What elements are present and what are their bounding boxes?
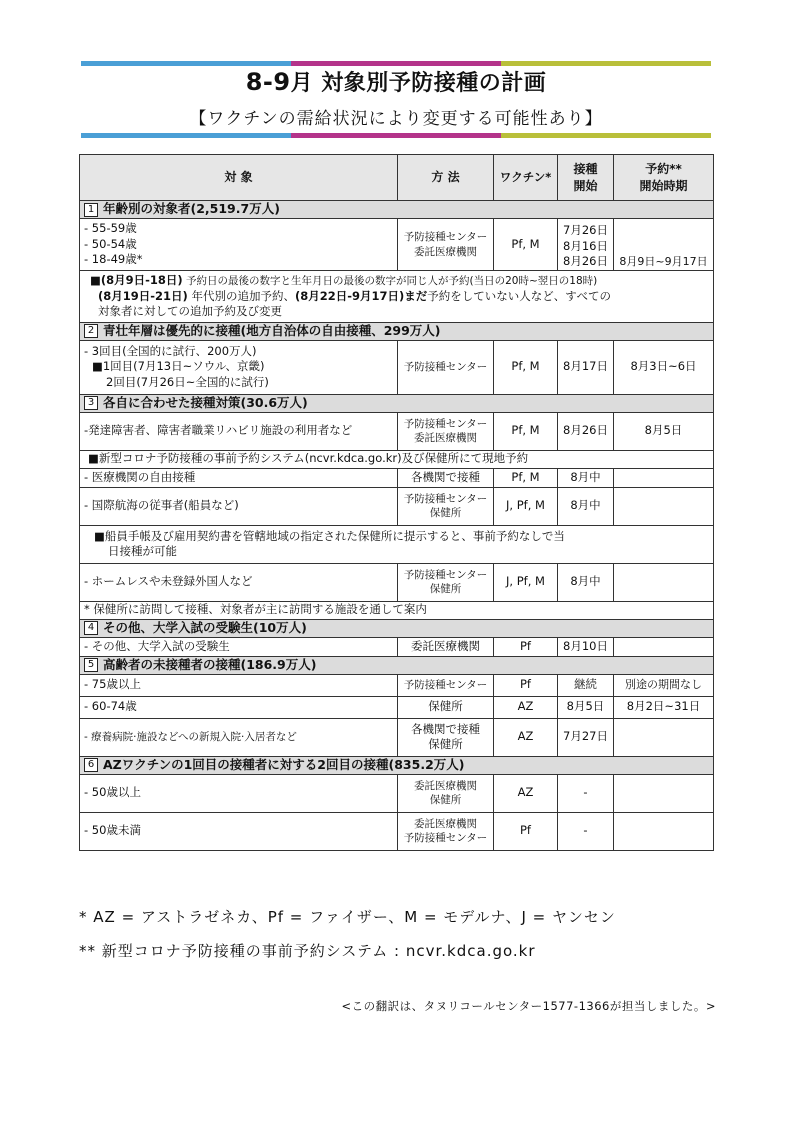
section-number-box: 2 [84, 324, 98, 338]
page-title: 8-9月 対象別予防接種の計画 [245, 68, 547, 96]
method-cell: 委託医療機関 予防接種センター [398, 812, 494, 850]
method-cell: 予防接種センター [398, 674, 494, 696]
reserve-cell [614, 774, 714, 812]
target-cell: -発達障害者、障害者職業リハビリ施設の利用者など [80, 412, 398, 450]
vaccination-plan-table [79, 154, 714, 851]
target-subline: ■1回目(7月13日~ソウル、京畿) [92, 359, 265, 374]
target-cell: - 50歳以上 [80, 774, 398, 812]
note-line: ■(8月9日-18日) 予約日の最後の数字と生年月日の最後の数字が同じ人が予約(当日の20時~翌日の18時) [90, 273, 598, 287]
start-cell: 8月10日 [558, 637, 614, 656]
target-cell: - その他、大学入試の受験生 [80, 637, 398, 656]
target-cell: - 国際航海の従事者(船員など) [80, 487, 398, 525]
bottom-color-stripe [81, 133, 711, 138]
header-target: 対 象 [80, 155, 398, 201]
vaccine-cell: J, Pf, M [494, 487, 558, 525]
note-line: (8月19日-21日) 年代別の追加予約、(8月22日-9月17日)まだ予約をしていない人など、すべての [98, 288, 612, 303]
vaccine-cell: Pf, M [494, 219, 558, 271]
target-cell: - 療養病院·施設などへの新規入院·入居者など [80, 718, 398, 756]
header-start: 接種 開始 [558, 155, 614, 201]
start-cell: - [558, 812, 614, 850]
note-line: 対象者に対しての追加予約及び変更 [98, 304, 282, 319]
start-cell: 7月27日 [558, 718, 614, 756]
section-label: 高齢者の未接種者の接種(186.9万人) [103, 656, 317, 672]
header-method: 方 法 [398, 155, 494, 201]
vaccine-cell: AZ [494, 696, 558, 718]
table-row [80, 487, 714, 525]
header-vaccine: ワクチン* [494, 155, 558, 201]
start-cell: 8月5日 [558, 696, 614, 718]
target-cell: - 75歳以上 [80, 674, 398, 696]
reserve-cell [614, 637, 714, 656]
header-reservation: 予約** 開始時期 [614, 155, 714, 201]
start-cell: 8月17日 [558, 340, 614, 394]
note-line: * 保健所に訪問して接種、対象者が主に訪問する施設を通して案内 [80, 601, 714, 619]
section-4-row [80, 619, 714, 637]
vaccine-cell: Pf [494, 812, 558, 850]
note-line: ■新型コロナ予防接種の事前予約システム(ncvr.kdca.go.kr)及び保健所にて現地予約 [80, 450, 714, 468]
table-row [80, 468, 714, 487]
vaccine-cell: AZ [494, 718, 558, 756]
reserve-cell: 8月3日~6日 [614, 340, 714, 394]
section-label: 青壮年層は優先的に接種(地方自治体の自由接種、299万人) [103, 322, 441, 338]
reserve-cell [614, 718, 714, 756]
vaccine-cell: J, Pf, M [494, 563, 558, 601]
reserve-cell: 8月9日~9月17日 [614, 219, 714, 271]
section-2-row [80, 322, 714, 340]
reserve-cell [614, 487, 714, 525]
note-row [80, 601, 714, 619]
note-line: ■船員手帳及び雇用契約書を管轄地域の指定された保健所に提示すると、事前予約なしで当 [94, 528, 565, 543]
note-row [80, 525, 714, 563]
method-cell: 予防接種センター 保健所 [398, 563, 494, 601]
table-row [80, 219, 714, 271]
start-cell: 8月中 [558, 468, 614, 487]
table-row [80, 718, 714, 756]
method-cell: 委託医療機関 保健所 [398, 774, 494, 812]
target-cell: - 55-59歳 - 50-54歳 - 18-49歳* [80, 219, 398, 271]
section-5-row [80, 656, 714, 674]
start-cell: 8月26日 [558, 412, 614, 450]
start-cell: 継続 [558, 674, 614, 696]
target-cell: - ホームレスや未登録外国人など [80, 563, 398, 601]
page-subtitle: 【ワクチンの需給状況により変更する可能性あり】 [189, 109, 603, 129]
method-cell: 予防接種センター 保健所 [398, 487, 494, 525]
reserve-cell: 8月2日~31日 [614, 696, 714, 718]
table-row [80, 637, 714, 656]
section-6-row [80, 756, 714, 774]
start-cell: 8月中 [558, 487, 614, 525]
start-cell: - [558, 774, 614, 812]
table-row [80, 812, 714, 850]
reserve-cell: 8月5日 [614, 412, 714, 450]
section-3-row [80, 394, 714, 412]
reserve-cell [614, 563, 714, 601]
table-row [80, 563, 714, 601]
method-cell: 予防接種センター [398, 340, 494, 394]
section-number-box: 1 [84, 203, 98, 217]
vaccine-cell: Pf, M [494, 340, 558, 394]
method-cell: 予防接種センター 委託医療機関 [398, 219, 494, 271]
reserve-cell [614, 468, 714, 487]
note-row [80, 271, 714, 323]
target-line: - 3回目(全国的に試行、200万人) [84, 343, 257, 358]
vaccine-cell: Pf [494, 637, 558, 656]
footnote-vaccine-abbreviations: * AZ = アストラゼネカ、Pf = ファイザー、M = モデルナ、J = ヤンセン [79, 908, 616, 926]
section-number-box: 5 [84, 658, 98, 672]
vaccine-cell: Pf, M [494, 412, 558, 450]
method-cell: 保健所 [398, 696, 494, 718]
start-cell: 8月中 [558, 563, 614, 601]
note-line: 日接種が可能 [108, 544, 177, 559]
translation-credit: <この翻訳は、タヌリコールセンター1577-1366が担当しました。> [341, 999, 716, 1013]
section-number-box: 6 [84, 758, 98, 772]
section-label: その他、大学入試の受験生(10万人) [103, 619, 307, 635]
table-row [80, 674, 714, 696]
target-cell: - 60-74歳 [80, 696, 398, 718]
target-cell: - 医療機関の自由接種 [80, 468, 398, 487]
note-row [80, 450, 714, 468]
table-row [80, 696, 714, 718]
section-number-box: 4 [84, 621, 98, 635]
reserve-cell [614, 812, 714, 850]
vaccine-cell: Pf, M [494, 468, 558, 487]
reserve-cell: 別途の期間なし [614, 674, 714, 696]
section-label: 各自に合わせた接種対策(30.6万人) [103, 394, 308, 410]
method-cell: 予防接種センター 委託医療機関 [398, 412, 494, 450]
method-cell: 各機関で接種 保健所 [398, 718, 494, 756]
table-row [80, 412, 714, 450]
section-1-row [80, 201, 714, 219]
section-label: 年齢別の対象者(2,519.7万人) [103, 201, 280, 217]
target-cell: - 50歳未満 [80, 812, 398, 850]
method-cell: 各機関で接種 [398, 468, 494, 487]
target-subline: 2回目(7月26日~全国的に試行) [106, 374, 269, 389]
vaccine-cell: Pf [494, 674, 558, 696]
section-label: AZワクチンの1回目の接種者に対する2回目の接種(835.2万人) [103, 756, 465, 772]
table-row [80, 774, 714, 812]
footnote-reservation-system: ** 新型コロナ予防接種の事前予約システム : ncvr.kdca.go.kr [79, 942, 536, 960]
header-row [80, 155, 714, 201]
method-cell: 委託医療機関 [398, 637, 494, 656]
vaccine-cell: AZ [494, 774, 558, 812]
start-cell: 7月26日 8月16日 8月26日 [558, 219, 614, 271]
section-number-box: 3 [84, 396, 98, 410]
target-cell [80, 340, 398, 394]
table-row [80, 340, 714, 394]
